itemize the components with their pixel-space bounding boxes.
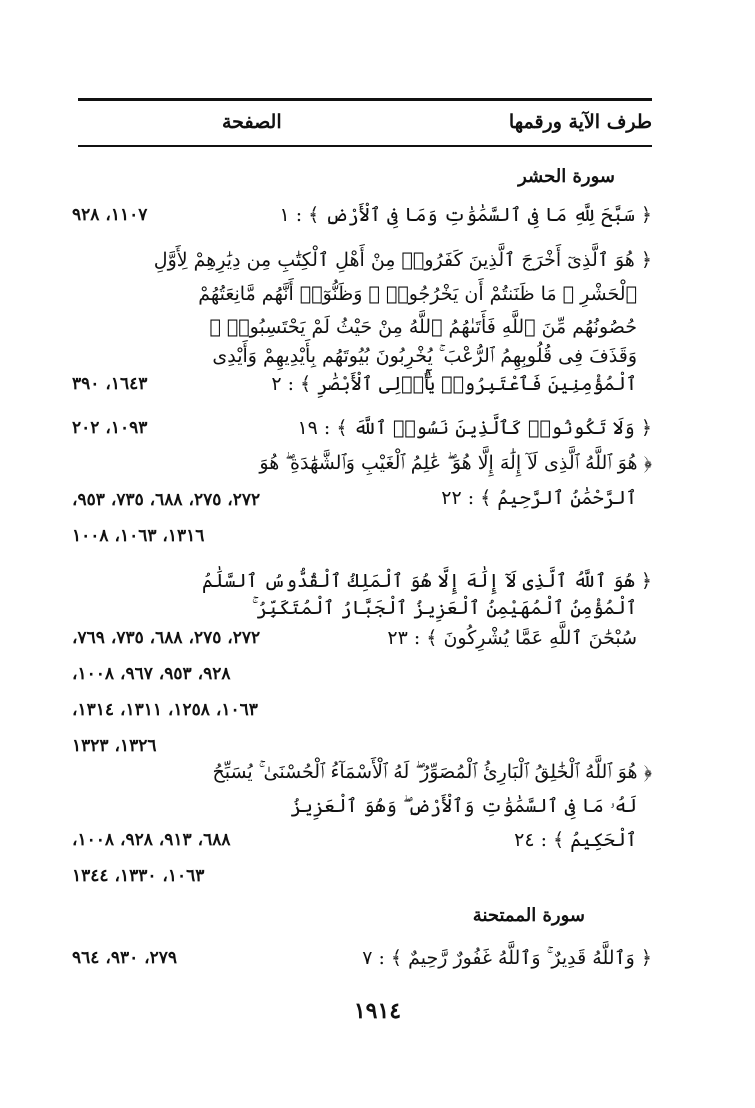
page-ref-line: ١٠٩٣، ٢٠٢ bbox=[72, 418, 148, 438]
page-column-header: الصفحة bbox=[222, 111, 282, 133]
verse-line: حُصُونُهُم مِّنَ ٱللَّهِ فَأَتَىٰهُمُ ٱللَّهُ مِنْ حَيْثُ لَمْ يَحْتَسِبُوا۟ ۖ bbox=[209, 316, 637, 338]
verse-line: ﴿ وَلَا تَكُونُوا۟ كَٱلَّذِينَ نَسُوا۟ ٱللَّهَ ﴾ : ١٩ bbox=[297, 417, 652, 439]
surah-title-hashr: سورة الحشر bbox=[518, 166, 615, 187]
verse-line: سُبْحَٰنَ ٱللَّهِ عَمَّا يُشْرِكُونَ ﴾ : ٢٣ bbox=[387, 627, 637, 649]
page-ref-line: ٦٨٨، ٩١٣، ٩٢٨، ١٠٠٨، bbox=[72, 830, 231, 850]
page-number: ١٩١٤ bbox=[353, 998, 402, 1024]
page-ref-line: ١٣٢٦، ١٣٢٣ bbox=[72, 736, 157, 756]
page-ref-line: ١٠٦٣، ١٢٥٨، ١٣١١، ١٣١٤، bbox=[72, 700, 258, 720]
verse-line: وَقَذَفَ فِى قُلُوبِهِمُ ٱلرُّعْبَ ۚ يُخْرِبُونَ بُيُوتَهُم بِأَيْدِيهِمْ وَأَيْدِى bbox=[212, 345, 637, 367]
page-ref-line: ١٠٦٣، ١٣٣٠، ١٣٤٤ bbox=[72, 866, 205, 886]
page-refs bbox=[72, 620, 292, 764]
surah-title-mumtahana: سورة الممتحنة bbox=[472, 905, 585, 926]
verse-line: ﴿ وَٱللَّهُ قَدِيرٌ ۚ وَٱللَّهُ غَفُورٌ رَّحِيمٌ ﴾ : ٧ bbox=[362, 947, 652, 969]
page-ref-line: ٩٢٨، ٩٥٣، ٩٦٧، ١٠٠٨، bbox=[72, 664, 231, 684]
page-ref-line: ٢٧٢، ٢٧٥، ٦٨٨، ٧٣٥، ٧٦٩، bbox=[72, 628, 261, 648]
page-refs bbox=[72, 940, 292, 976]
top-rule bbox=[78, 98, 652, 101]
header-rule bbox=[78, 145, 652, 147]
verse-line: ﴿ هُوَ ٱللَّهُ ٱلَّذِى لَآ إِلَٰهَ إِلَّا هُوَ ۖ عَٰلِمُ ٱلْغَيْبِ وَٱلشَّهَٰدَةِ ۖ هُوَ bbox=[259, 452, 652, 474]
verse-line: ٱلْمُؤْمِنِينَ فَٱعْتَبِرُوا۟ يَٰٓأُو۟لِى ٱلْأَبْصَٰرِ ﴾ : ٢ bbox=[271, 373, 637, 395]
page-refs bbox=[72, 197, 292, 233]
verse-column-header: طرف الآية ورقمها bbox=[508, 111, 652, 133]
verse-line: ﴿ هُوَ ٱللَّهُ ٱلَّذِى لَآ إِلَٰهَ إِلَّا هُوَ ٱلْمَلِكُ ٱلْقُدُّوسُ ٱلسَّلَٰمُ bbox=[201, 570, 652, 592]
page-ref-line: ١٣١٦، ١٠٦٣، ١٠٠٨ bbox=[72, 526, 205, 546]
page-refs bbox=[72, 366, 292, 402]
page-ref-line: ٢٧٢، ٢٧٥، ٦٨٨، ٧٣٥، ٩٥٣، bbox=[72, 490, 261, 510]
verse-line: ٱلْحَكِيمُ ﴾ : ٢٤ bbox=[514, 829, 637, 851]
page-ref-line: ١٦٤٣، ٣٩٠ bbox=[72, 374, 148, 394]
verse-line: ٱلْمُؤْمِنُ ٱلْمُهَيْمِنُ ٱلْعَزِيزُ ٱلْجَبَّارُ ٱلْمُتَكَبِّرُ ۚ bbox=[251, 597, 637, 619]
page-ref-line: ١١٠٧، ٩٢٨ bbox=[72, 205, 148, 225]
page-refs bbox=[72, 410, 292, 446]
verse-line: ﴿ هُوَ ٱلَّذِىٓ أَخْرَجَ ٱلَّذِينَ كَفَرُوا۟ مِنْ أَهْلِ ٱلْكِتَٰبِ مِن دِيَٰرِهِمْ لِأَوَّلِ bbox=[153, 249, 652, 271]
verse-line: لَهُۥ مَا فِى ٱلسَّمَٰوَٰتِ وَٱلْأَرْضِ ۖ وَهُوَ ٱلْعَزِيزُ bbox=[290, 795, 637, 817]
page-refs bbox=[72, 482, 292, 554]
page-ref-line: ٢٧٩، ٩٣٠، ٩٦٤ bbox=[72, 948, 178, 968]
verse-line: ﴿ سَبَّحَ لِلَّهِ مَا فِى ٱلسَّمَٰوَٰتِ وَمَا فِى ٱلْأَرْضِ ﴾ : ١ bbox=[279, 204, 652, 226]
page-refs bbox=[72, 822, 292, 894]
verse-line: ٱلرَّحْمَٰنُ ٱلرَّحِيمُ ﴾ : ٢٢ bbox=[441, 487, 637, 509]
verse-line: ٱلْحَشْرِ ۚ مَا ظَنَنتُمْ أَن يَخْرُجُوا۟ ۖ وَظَنُّوٓا۟ أَنَّهُم مَّانِعَتُهُمْ bbox=[198, 283, 637, 305]
verse-line: ﴿ هُوَ ٱللَّهُ ٱلْخَٰلِقُ ٱلْبَارِئُ ٱلْمُصَوِّرُ ۖ لَهُ ٱلْأَسْمَآءُ ٱلْحُسْنَىٰ ۚ يُسَبِّحُ bbox=[212, 761, 652, 783]
